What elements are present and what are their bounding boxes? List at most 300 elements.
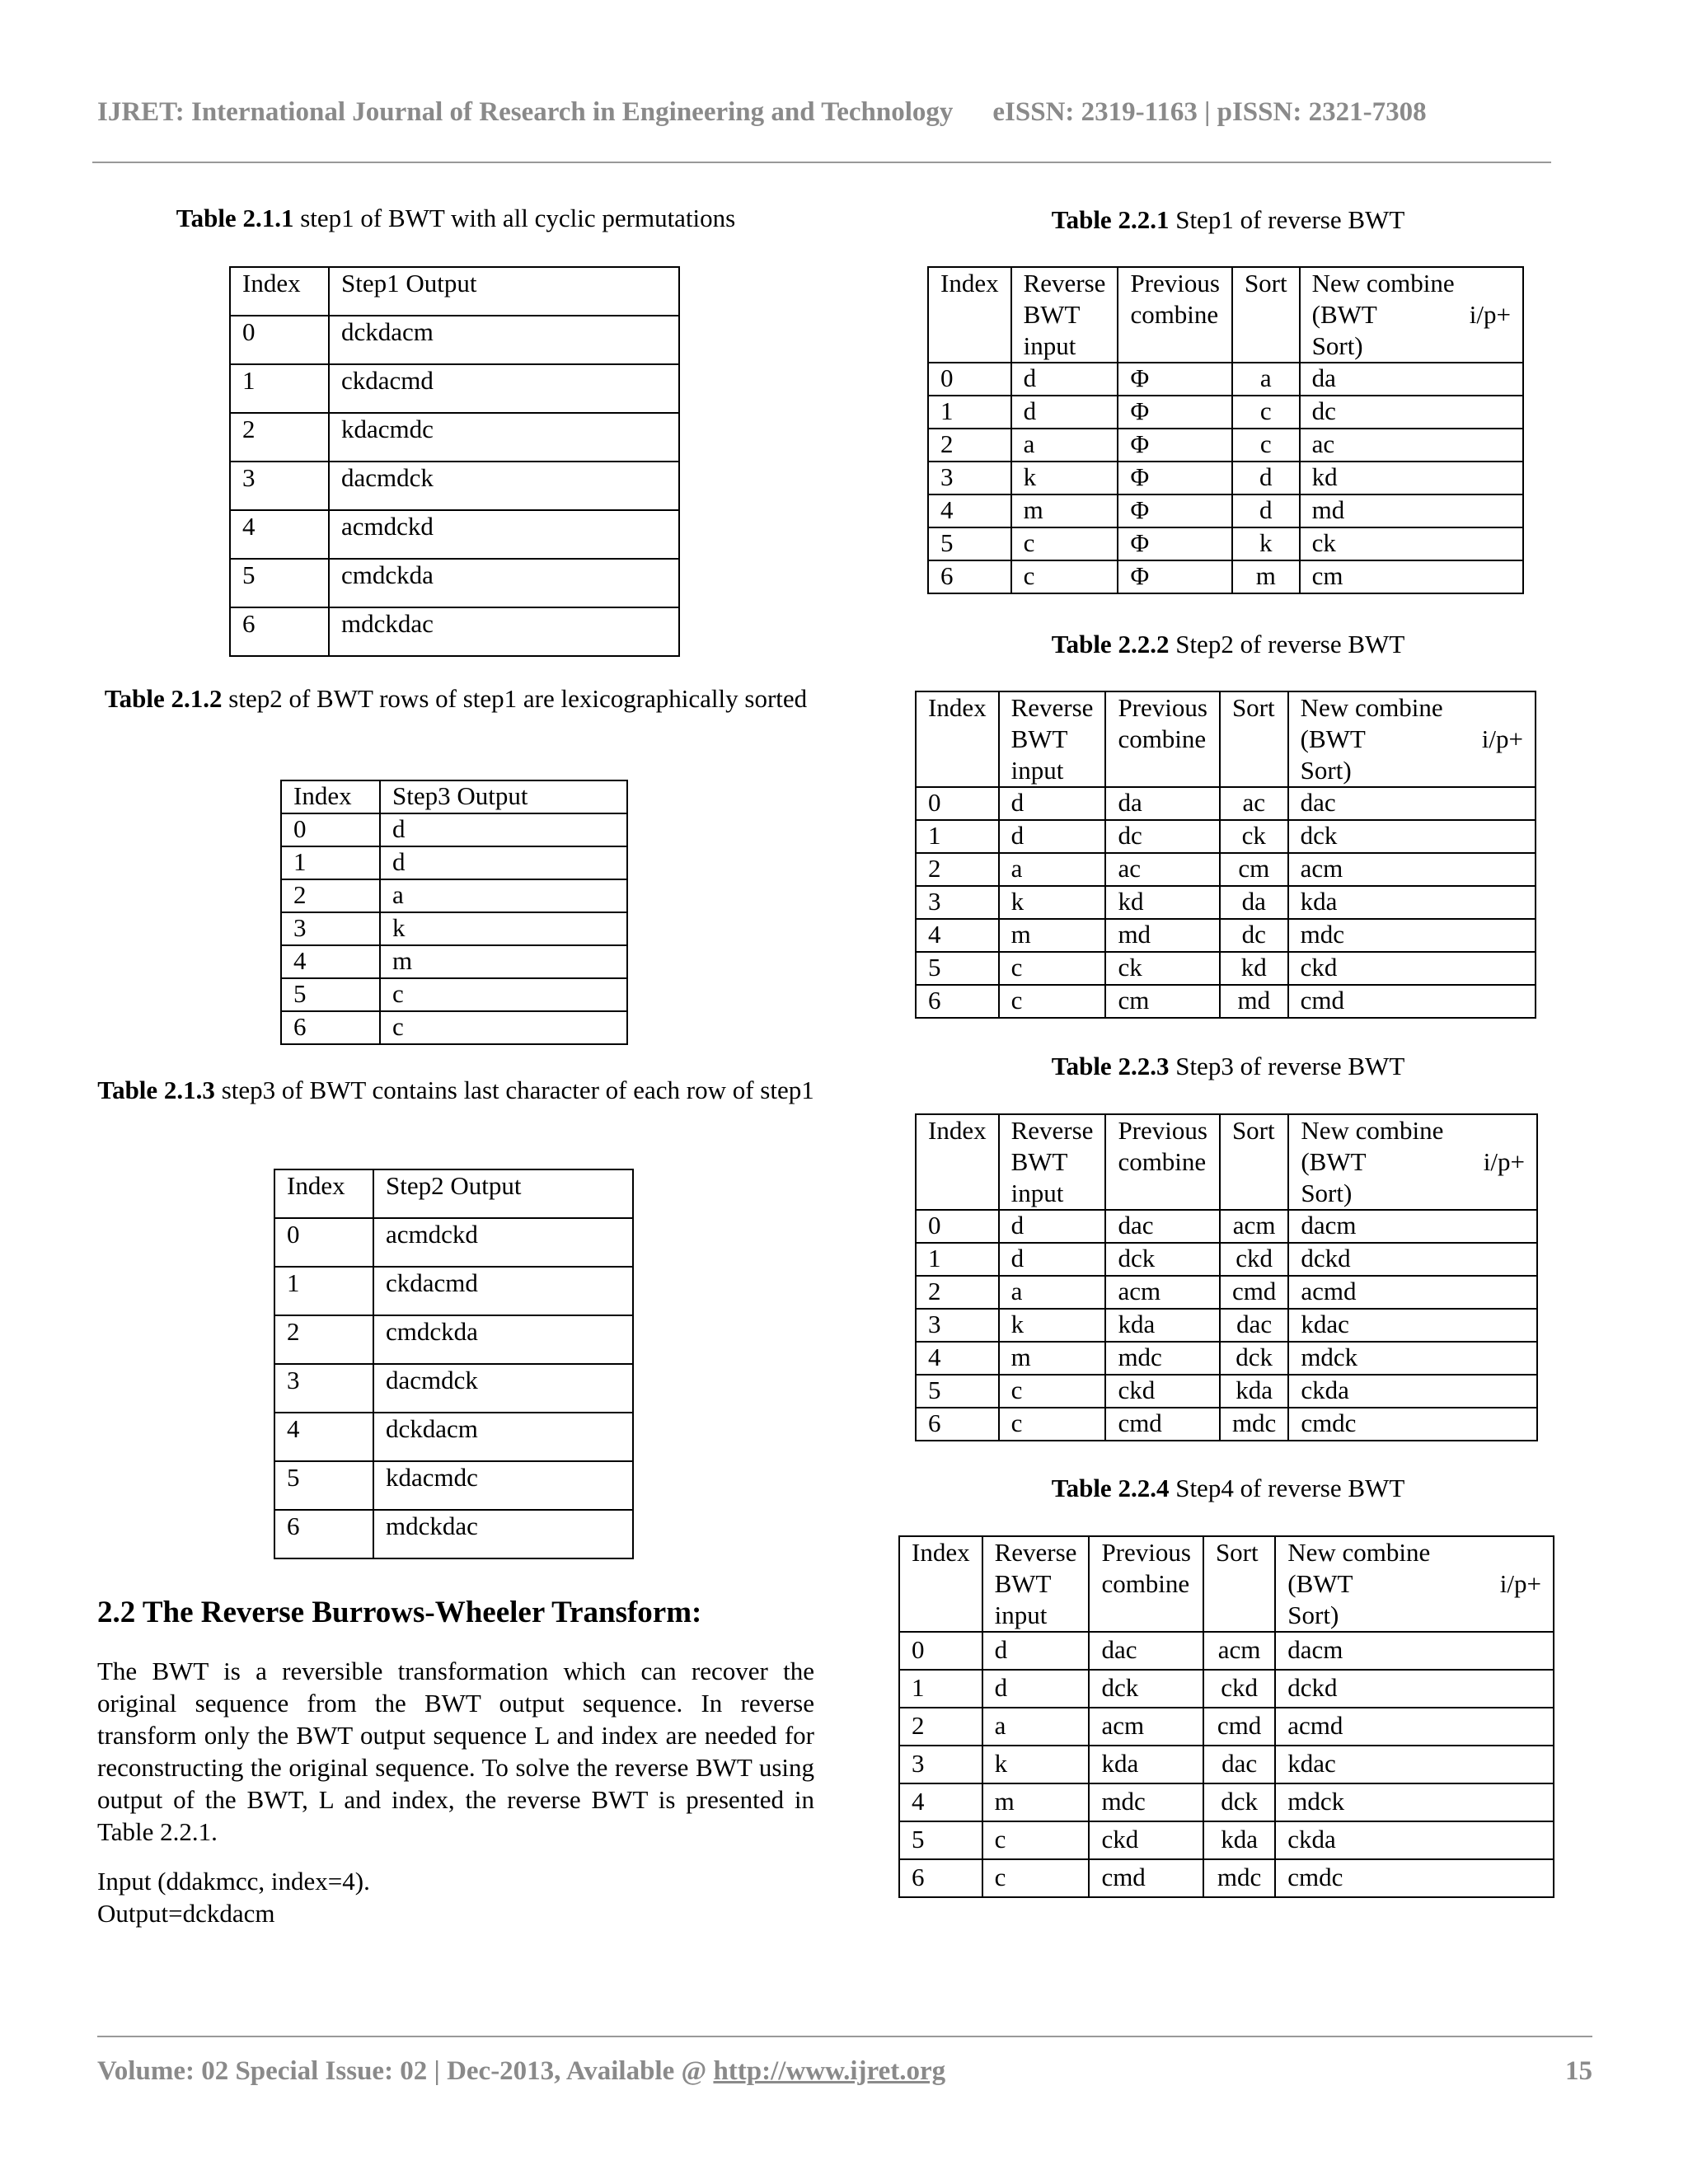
output-line: Output=dckdacm bbox=[97, 1899, 275, 1928]
table-cell: 4 bbox=[916, 919, 999, 952]
header-line: input bbox=[1010, 1179, 1064, 1207]
table-cell: 0 bbox=[281, 813, 380, 846]
column-header-index: Index bbox=[916, 1114, 999, 1210]
table-row bbox=[916, 1342, 1537, 1375]
table-cell: d bbox=[999, 1243, 1106, 1276]
table-cell: 4 bbox=[899, 1783, 982, 1821]
table-cell: 5 bbox=[274, 1461, 373, 1510]
table-cell: md bbox=[1220, 985, 1288, 1018]
table-cell: d bbox=[982, 1670, 1090, 1708]
table-cell: kd bbox=[1105, 886, 1220, 919]
table-2-2-4-caption: Table 2.2.4 Step4 of reverse BWT bbox=[1051, 1474, 1405, 1502]
table-cell: m bbox=[999, 1342, 1106, 1375]
table-2-2-1 bbox=[927, 266, 1524, 594]
column-header: Step1 Output bbox=[329, 267, 679, 316]
column-header-sort: Sort bbox=[1220, 1114, 1288, 1210]
table-row bbox=[928, 462, 1523, 494]
table-cell: ck bbox=[1105, 952, 1220, 985]
table-cell: Φ bbox=[1118, 363, 1232, 396]
table-cell: k bbox=[999, 886, 1106, 919]
table-cell: k bbox=[999, 1309, 1106, 1342]
table-cell: ckda bbox=[1288, 1375, 1537, 1408]
column-header-index: Index bbox=[899, 1536, 982, 1632]
header-line: Reverse bbox=[1023, 269, 1106, 298]
table-cell: cmdc bbox=[1275, 1859, 1554, 1897]
table-cell: mdc bbox=[1288, 919, 1536, 952]
table-cell: dac bbox=[1203, 1746, 1275, 1783]
table-cell: Φ bbox=[1118, 396, 1232, 429]
column-header-reverse-bwt-input bbox=[999, 1114, 1106, 1210]
table-row bbox=[281, 912, 627, 945]
table-cell: mdck bbox=[1288, 1342, 1537, 1375]
table-cell: c bbox=[1011, 560, 1118, 593]
column-header-sort: Sort bbox=[1232, 267, 1300, 363]
column-header-new-combine bbox=[1288, 1114, 1537, 1210]
table-row bbox=[916, 1375, 1537, 1408]
table-cell: ckd bbox=[1105, 1375, 1220, 1408]
table-cell: 0 bbox=[916, 1210, 999, 1243]
table-cell: kdac bbox=[1275, 1746, 1554, 1783]
table-cell: 2 bbox=[274, 1315, 373, 1364]
table-row bbox=[230, 364, 679, 413]
table-cell: ckdacmd bbox=[373, 1267, 633, 1315]
table-cell: 3 bbox=[899, 1746, 982, 1783]
page-number: 15 bbox=[1565, 2056, 1592, 2086]
column-header: Step2 Output bbox=[373, 1169, 633, 1218]
table-row bbox=[274, 1315, 633, 1364]
table-cell: a bbox=[999, 853, 1106, 886]
table-cell: dckdacm bbox=[373, 1413, 633, 1461]
table-row bbox=[899, 1670, 1554, 1708]
table-cell: d bbox=[999, 820, 1106, 853]
table-2-1-3-caption: Table 2.1.3 step3 of BWT contains last character of each row of step1 bbox=[97, 1076, 814, 1104]
table-cell: kda bbox=[1203, 1821, 1275, 1859]
table-cell: d bbox=[380, 846, 627, 879]
table-row bbox=[899, 1708, 1554, 1746]
table-row bbox=[916, 1210, 1537, 1243]
column-header: Index bbox=[230, 267, 329, 316]
table-cell: ck bbox=[1220, 820, 1288, 853]
table-row bbox=[916, 1309, 1537, 1342]
header-line: BWT bbox=[1010, 724, 1068, 753]
table-row bbox=[916, 1243, 1537, 1276]
table-row bbox=[281, 879, 627, 912]
table-cell: cmd bbox=[1220, 1276, 1288, 1309]
table-row bbox=[928, 560, 1523, 593]
table-cell: 5 bbox=[899, 1821, 982, 1859]
table-cell: cmdc bbox=[1288, 1408, 1537, 1441]
table-cell: dck bbox=[1089, 1670, 1203, 1708]
header-word: (BWT bbox=[1287, 1569, 1353, 1598]
column-header-previous-combine bbox=[1105, 691, 1220, 787]
table-cell: Φ bbox=[1118, 429, 1232, 462]
table-cell: mdc bbox=[1203, 1859, 1275, 1897]
table-row bbox=[230, 316, 679, 364]
header-line: Previous bbox=[1101, 1538, 1191, 1567]
table-cell: 3 bbox=[916, 1309, 999, 1342]
table-2-2-2-caption: Table 2.2.2 Step2 of reverse BWT bbox=[1051, 630, 1405, 658]
table-header-row bbox=[928, 267, 1523, 363]
table-cell: 1 bbox=[281, 846, 380, 879]
table-cell: 4 bbox=[230, 510, 329, 559]
table-cell: cmd bbox=[1203, 1708, 1275, 1746]
header-line: combine bbox=[1118, 1147, 1207, 1176]
column-header-sort: Sort bbox=[1203, 1536, 1275, 1632]
table-row bbox=[916, 787, 1536, 820]
journal-link[interactable]: http://www.ijret.org bbox=[713, 2056, 946, 2086]
table-cell: dac bbox=[1220, 1309, 1288, 1342]
table-cell: ckd bbox=[1220, 1243, 1288, 1276]
table-row bbox=[230, 559, 679, 607]
table-row bbox=[274, 1364, 633, 1413]
header-line: input bbox=[1023, 331, 1076, 360]
header-line: Sort) bbox=[1301, 1179, 1353, 1207]
table-cell: kdacmdc bbox=[373, 1461, 633, 1510]
input-line: Input (ddakmcc, index=4). bbox=[97, 1867, 370, 1896]
table-row bbox=[274, 1413, 633, 1461]
table-cell: Φ bbox=[1118, 560, 1232, 593]
table-cell: md bbox=[1300, 494, 1523, 527]
table-cell: 5 bbox=[281, 978, 380, 1011]
table-cell: a bbox=[982, 1708, 1090, 1746]
table-cell: 3 bbox=[281, 912, 380, 945]
table-cell: dacmdck bbox=[373, 1364, 633, 1413]
table-cell: dc bbox=[1220, 919, 1288, 952]
table-cell: c bbox=[982, 1821, 1090, 1859]
header-line: input bbox=[994, 1601, 1048, 1629]
table-cell: 4 bbox=[928, 494, 1011, 527]
table-header-row bbox=[916, 691, 1536, 787]
table-cell: 1 bbox=[899, 1670, 982, 1708]
column-header-reverse-bwt-input bbox=[999, 691, 1106, 787]
table-cell: 4 bbox=[274, 1413, 373, 1461]
table-cell: k bbox=[1232, 527, 1300, 560]
table-cell: ac bbox=[1300, 429, 1523, 462]
table-2-1-2 bbox=[280, 780, 628, 1045]
table-row bbox=[916, 1408, 1537, 1441]
table-cell: ckda bbox=[1275, 1821, 1554, 1859]
table-cell: cm bbox=[1300, 560, 1523, 593]
table-cell: 5 bbox=[928, 527, 1011, 560]
table-cell: 3 bbox=[274, 1364, 373, 1413]
column-header-previous-combine bbox=[1089, 1536, 1203, 1632]
table-cell: dckd bbox=[1288, 1243, 1537, 1276]
table-cell: Φ bbox=[1118, 527, 1232, 560]
table-cell: 6 bbox=[899, 1859, 982, 1897]
table-cell: da bbox=[1220, 886, 1288, 919]
table-row bbox=[899, 1821, 1554, 1859]
table-header-row bbox=[274, 1169, 633, 1218]
table-cell: cm bbox=[1105, 985, 1220, 1018]
table-cell: 5 bbox=[916, 952, 999, 985]
table-cell: c bbox=[982, 1859, 1090, 1897]
table-cell: mdc bbox=[1105, 1342, 1220, 1375]
table-cell: d bbox=[1011, 363, 1118, 396]
table-row bbox=[281, 813, 627, 846]
table-row bbox=[230, 510, 679, 559]
table-cell: dckdacm bbox=[329, 316, 679, 364]
header-line: New combine bbox=[1311, 269, 1455, 298]
header-line: New combine bbox=[1300, 693, 1443, 722]
table-cell: acm bbox=[1220, 1210, 1288, 1243]
table-cell: 6 bbox=[928, 560, 1011, 593]
table-row bbox=[281, 978, 627, 1011]
table-row bbox=[916, 886, 1536, 919]
table-2-1-3 bbox=[274, 1169, 634, 1559]
table-cell: acmd bbox=[1288, 1276, 1537, 1309]
table-cell: da bbox=[1300, 363, 1523, 396]
table-cell: ckd bbox=[1203, 1670, 1275, 1708]
table-2-2-3-caption: Table 2.2.3 Step3 of reverse BWT bbox=[1051, 1052, 1405, 1080]
table-cell: 6 bbox=[916, 1408, 999, 1441]
table-cell: acmd bbox=[1275, 1708, 1554, 1746]
table-cell: cmd bbox=[1089, 1859, 1203, 1897]
running-footer bbox=[97, 2056, 1592, 2087]
table-row bbox=[916, 853, 1536, 886]
table-cell: 3 bbox=[928, 462, 1011, 494]
header-word: i/p+ bbox=[1469, 300, 1511, 329]
table-cell: 6 bbox=[230, 607, 329, 656]
table-row bbox=[899, 1783, 1554, 1821]
table-cell: dckd bbox=[1275, 1670, 1554, 1708]
table-cell: a bbox=[1011, 429, 1118, 462]
column-header-previous-combine bbox=[1105, 1114, 1220, 1210]
table-cell: 6 bbox=[281, 1011, 380, 1044]
header-word: i/p+ bbox=[1481, 724, 1523, 753]
table-row bbox=[899, 1859, 1554, 1897]
column-header: Index bbox=[274, 1169, 373, 1218]
header-line: BWT bbox=[994, 1569, 1052, 1598]
table-row bbox=[230, 607, 679, 656]
table-cell: kd bbox=[1220, 952, 1288, 985]
table-cell: 2 bbox=[916, 853, 999, 886]
table-cell: cmdckda bbox=[373, 1315, 633, 1364]
table-row bbox=[230, 462, 679, 510]
column-header: Step3 Output bbox=[380, 780, 627, 813]
table-cell: mdck bbox=[1275, 1783, 1554, 1821]
table-row bbox=[274, 1218, 633, 1267]
table-2-2-3 bbox=[915, 1113, 1538, 1441]
table-row bbox=[274, 1267, 633, 1315]
table-row bbox=[899, 1746, 1554, 1783]
table-2-2-1-caption: Table 2.2.1 Step1 of reverse BWT bbox=[1051, 205, 1405, 234]
header-line: Sort) bbox=[1287, 1601, 1339, 1629]
table-cell: 1 bbox=[916, 1243, 999, 1276]
table-cell: acm bbox=[1203, 1632, 1275, 1670]
table-cell: kda bbox=[1089, 1746, 1203, 1783]
table-header-row bbox=[230, 267, 679, 316]
table-cell: mdc bbox=[1089, 1783, 1203, 1821]
table-row bbox=[916, 1276, 1537, 1309]
table-cell: acm bbox=[1288, 853, 1536, 886]
header-line: Reverse bbox=[1010, 1116, 1094, 1145]
table-cell: dck bbox=[1220, 1342, 1288, 1375]
table-cell: 5 bbox=[916, 1375, 999, 1408]
table-cell: ck bbox=[1300, 527, 1523, 560]
header-word: (BWT bbox=[1300, 724, 1366, 753]
table-cell: 4 bbox=[916, 1342, 999, 1375]
table-cell: Φ bbox=[1118, 462, 1232, 494]
header-line bbox=[1287, 1568, 1541, 1600]
table-cell: a bbox=[1232, 363, 1300, 396]
table-2-1-1-caption: Table 2.1.1 step1 of BWT with all cyclic permutations bbox=[176, 204, 736, 232]
table-cell: cmd bbox=[1288, 985, 1536, 1018]
table-cell: k bbox=[982, 1746, 1090, 1783]
header-line: Previous bbox=[1118, 1116, 1207, 1145]
section-heading: 2.2 The Reverse Burrows-Wheeler Transform: bbox=[97, 1596, 702, 1629]
table-cell: ac bbox=[1105, 853, 1220, 886]
table-cell: ckdacmd bbox=[329, 364, 679, 413]
table-cell: kda bbox=[1220, 1375, 1288, 1408]
column-header-sort: Sort bbox=[1220, 691, 1288, 787]
column-header-previous-combine bbox=[1118, 267, 1232, 363]
column-header-new-combine bbox=[1288, 691, 1536, 787]
table-cell: md bbox=[1105, 919, 1220, 952]
table-cell: c bbox=[999, 952, 1106, 985]
header-line: input bbox=[1010, 756, 1064, 785]
table-cell: d bbox=[1232, 494, 1300, 527]
header-word: (BWT bbox=[1301, 1147, 1367, 1176]
header-line bbox=[1301, 1146, 1525, 1178]
running-header bbox=[97, 97, 1427, 128]
table-cell: c bbox=[380, 1011, 627, 1044]
table-row bbox=[928, 429, 1523, 462]
header-line: BWT bbox=[1023, 300, 1081, 329]
table-cell: cmd bbox=[1105, 1408, 1220, 1441]
footer-rule bbox=[97, 2036, 1592, 2037]
table-row bbox=[230, 413, 679, 462]
header-line: combine bbox=[1101, 1569, 1190, 1598]
table-cell: c bbox=[380, 978, 627, 1011]
table-row bbox=[916, 952, 1536, 985]
table-cell: mdc bbox=[1220, 1408, 1288, 1441]
table-cell: c bbox=[1232, 429, 1300, 462]
header-line bbox=[1312, 299, 1511, 330]
column-header-reverse-bwt-input bbox=[982, 1536, 1090, 1632]
table-cell: dck bbox=[1288, 820, 1536, 853]
column-header: Index bbox=[281, 780, 380, 813]
table-cell: c bbox=[999, 1408, 1106, 1441]
table-cell: dacm bbox=[1288, 1210, 1537, 1243]
table-cell: 0 bbox=[899, 1632, 982, 1670]
table-cell: 1 bbox=[274, 1267, 373, 1315]
header-line: BWT bbox=[1010, 1147, 1068, 1176]
header-line: Previous bbox=[1118, 693, 1207, 722]
table-cell: dck bbox=[1203, 1783, 1275, 1821]
journal-title: IJRET: International Journal of Research in Engineering and Technology bbox=[97, 97, 954, 127]
column-header-new-combine bbox=[1300, 267, 1523, 363]
header-line bbox=[1301, 724, 1523, 755]
table-cell: 2 bbox=[899, 1708, 982, 1746]
header-line: New combine bbox=[1301, 1116, 1444, 1145]
table-cell: 2 bbox=[230, 413, 329, 462]
header-word: i/p+ bbox=[1483, 1147, 1525, 1176]
header-word: i/p+ bbox=[1499, 1569, 1541, 1598]
table-cell: m bbox=[982, 1783, 1090, 1821]
table-cell: 2 bbox=[928, 429, 1011, 462]
table-2-1-1 bbox=[229, 266, 680, 657]
table-row bbox=[928, 527, 1523, 560]
table-header-row bbox=[899, 1536, 1554, 1632]
table-cell: d bbox=[1232, 462, 1300, 494]
table-cell: d bbox=[999, 1210, 1106, 1243]
table-cell: c bbox=[1232, 396, 1300, 429]
table-cell: d bbox=[982, 1632, 1090, 1670]
table-cell: c bbox=[999, 985, 1106, 1018]
table-cell: d bbox=[380, 813, 627, 846]
table-cell: m bbox=[1232, 560, 1300, 593]
table-cell: 0 bbox=[274, 1218, 373, 1267]
table-cell: 0 bbox=[230, 316, 329, 364]
table-cell: 4 bbox=[281, 945, 380, 978]
table-cell: 5 bbox=[230, 559, 329, 607]
table-row bbox=[899, 1632, 1554, 1670]
table-cell: m bbox=[380, 945, 627, 978]
header-line: Reverse bbox=[994, 1538, 1077, 1567]
column-header-new-combine bbox=[1275, 1536, 1554, 1632]
table-2-2-2 bbox=[915, 691, 1536, 1019]
table-cell: 1 bbox=[928, 396, 1011, 429]
header-word: (BWT bbox=[1311, 300, 1377, 329]
table-cell: kdacmdc bbox=[329, 413, 679, 462]
table-cell: d bbox=[999, 787, 1106, 820]
table-cell: dac bbox=[1105, 1210, 1220, 1243]
table-row bbox=[916, 820, 1536, 853]
table-row bbox=[928, 494, 1523, 527]
table-cell: k bbox=[1011, 462, 1118, 494]
table-cell: dacmdck bbox=[329, 462, 679, 510]
header-line: combine bbox=[1130, 300, 1219, 329]
table-row bbox=[928, 396, 1523, 429]
table-cell: a bbox=[380, 879, 627, 912]
table-cell: ac bbox=[1220, 787, 1288, 820]
table-row bbox=[281, 1011, 627, 1044]
table-cell: kda bbox=[1105, 1309, 1220, 1342]
table-cell: 6 bbox=[274, 1510, 373, 1558]
table-cell: 3 bbox=[916, 886, 999, 919]
table-row bbox=[928, 363, 1523, 396]
table-row bbox=[274, 1461, 633, 1510]
header-line: Sort) bbox=[1311, 331, 1363, 360]
table-cell: mdckdac bbox=[329, 607, 679, 656]
table-row bbox=[281, 846, 627, 879]
table-header-row bbox=[281, 780, 627, 813]
table-cell: 6 bbox=[916, 985, 999, 1018]
table-cell: acmdckd bbox=[329, 510, 679, 559]
table-cell: ckd bbox=[1089, 1821, 1203, 1859]
header-line: Reverse bbox=[1010, 693, 1094, 722]
column-header-index: Index bbox=[928, 267, 1011, 363]
table-cell: 0 bbox=[928, 363, 1011, 396]
header-rule bbox=[92, 162, 1551, 163]
table-cell: a bbox=[999, 1276, 1106, 1309]
header-line: Sort) bbox=[1300, 756, 1352, 785]
table-cell: m bbox=[1011, 494, 1118, 527]
table-cell: 2 bbox=[281, 879, 380, 912]
table-row bbox=[916, 985, 1536, 1018]
table-cell: kd bbox=[1300, 462, 1523, 494]
section-paragraph: The BWT is a reversible transformation which can recover the original sequence from the BWT output sequence. In reverse transform only the BWT output sequence L and index are needed for reconstructing the original sequence. To solve the reverse BWT using output of the BWT, L and index, the reverse BWT is presented in Table 2.2.1. bbox=[97, 1657, 814, 1846]
table-2-1-2-caption: Table 2.1.2 step2 of BWT rows of step1 are lexicographically sorted bbox=[104, 684, 808, 713]
table-cell: m bbox=[999, 919, 1106, 952]
header-line: Previous bbox=[1130, 269, 1220, 298]
table-cell: acmdckd bbox=[373, 1218, 633, 1267]
table-cell: d bbox=[1011, 396, 1118, 429]
table-cell: dc bbox=[1300, 396, 1523, 429]
table-row bbox=[916, 919, 1536, 952]
table-cell: da bbox=[1105, 787, 1220, 820]
table-cell: acm bbox=[1089, 1708, 1203, 1746]
